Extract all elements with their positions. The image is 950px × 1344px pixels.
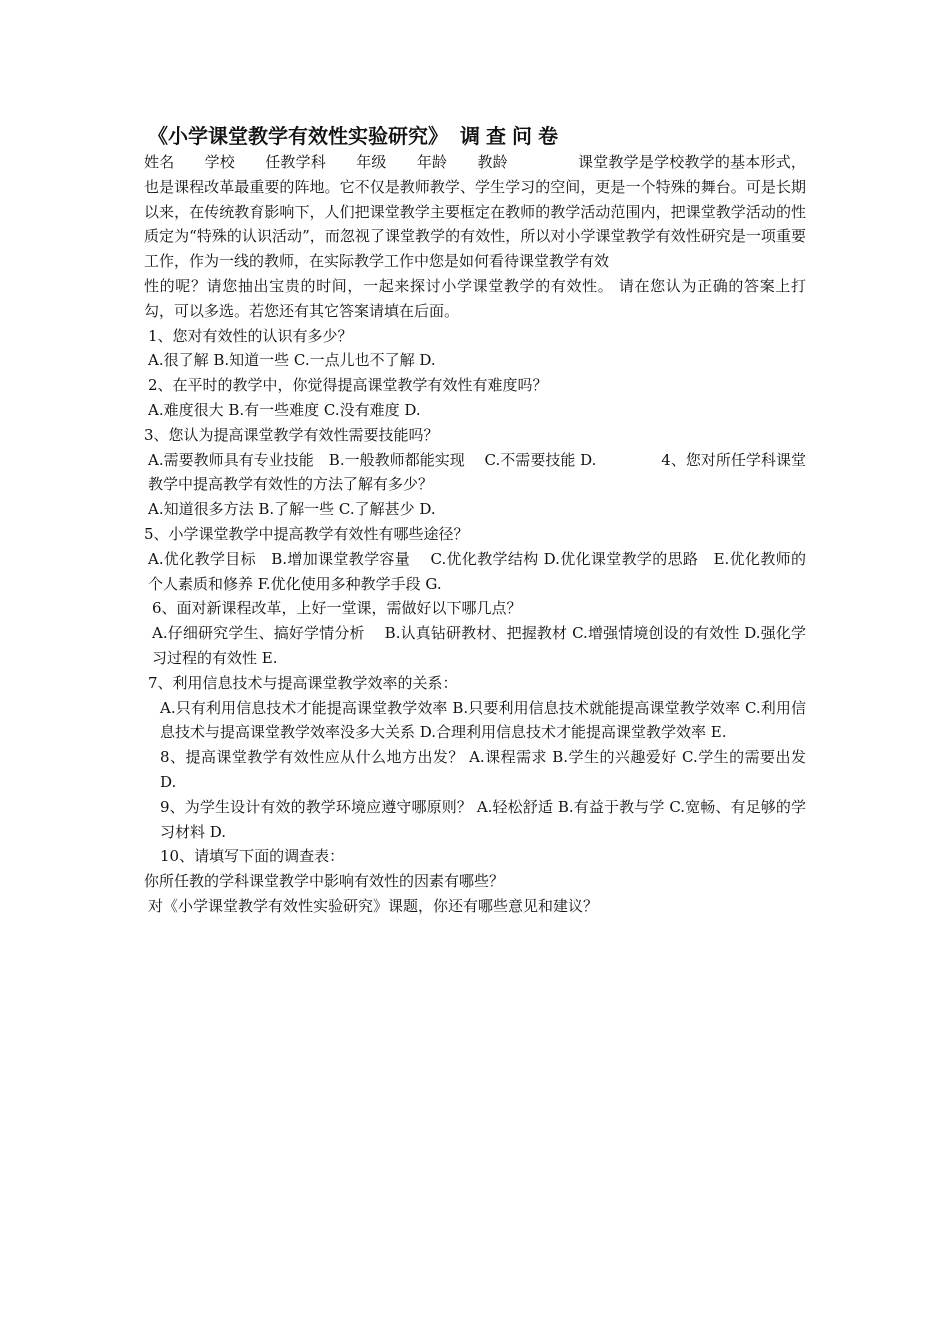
page-title bbox=[148, 122, 806, 150]
fields-and-intro bbox=[144, 150, 806, 274]
field-grade: 年级 bbox=[356, 153, 387, 171]
question-1-options: A.很了解 B.知道一些 C.一点儿也不了解 D. bbox=[148, 351, 436, 370]
field-school: 学校 bbox=[204, 153, 236, 171]
question-6: 6、面对新课程改革，上好一堂课，需做好以下哪几点？ bbox=[152, 599, 522, 618]
intro-text-part1: 课堂教学是学校教学的基本形式，也是课程改革最重要的阵地。它不仅是教师教学、学生学习的空间，更是一个特殊的舞台。可是长期以来，在传统教育影响下，人们把课堂教学主要框定在教师的教学活动范围内，把课堂教学活动的性质定为“特殊的认识活动”，而忽视了课堂教学的有效性，所以对小学课堂教学有效性研究是一项重要工作，作为一线的教师，在实际教学工作中您是如何看待课堂教学有效 bbox=[144, 153, 806, 271]
question-9: 9、为学生设计有效的教学环境应遵守哪原则？ A.轻松舒适 B.有益于教与学 C.宽畅、有足够的学习材料 D. bbox=[160, 797, 806, 841]
field-name: 姓名 bbox=[144, 153, 175, 171]
question-10-item-a: 你所任教的学科课堂教学中影响有效性的因素有哪些？ bbox=[144, 872, 505, 891]
question-6-options: A.仔细研究学生、搞好学情分析 B.认真钻研教材、把握教材 C.增强情境创设的有效性 D.强化学习过程的有效性 E. bbox=[152, 624, 806, 667]
title-main: 《小学课堂教学有效性实验研究》 bbox=[148, 124, 448, 148]
question-5-options: A.优化教学目标 B.增加课堂教学容量 C.优化教学结构 D.优化课堂教学的思路 E.优化教师的个人素质和修养 F.优化使用多种教学手段 G. bbox=[148, 549, 806, 593]
question-10-item-b: 对《小学课堂教学有效性实验研究》课题，你还有哪些意见和建议？ bbox=[148, 896, 599, 915]
question-3: 3、您认为提高课堂教学有效性需要技能吗？ bbox=[144, 425, 439, 444]
question-2-options: A.难度很大 B.有一些难度 C.没有难度 D. bbox=[148, 400, 421, 419]
question-4-options: A.知道很多方法 B.了解一些 C.了解甚少 D. bbox=[148, 500, 436, 519]
question-10: 10、请填写下面的调查表： bbox=[160, 847, 345, 866]
field-teaching-years: 教龄 bbox=[477, 153, 508, 171]
question-5: 5、小学课堂教学中提高教学有效性有哪些途径？ bbox=[144, 524, 469, 543]
field-age: 年龄 bbox=[416, 153, 448, 171]
questionnaire-body bbox=[144, 122, 806, 919]
question-7: 7、利用信息技术与提高课堂教学效率的关系： bbox=[148, 673, 458, 692]
title-suffix: 调查问卷 bbox=[460, 124, 564, 148]
question-2: 2、在平时的教学中，你觉得提高课堂教学有效性有难度吗？ bbox=[148, 376, 548, 395]
question-1: 1、您对有效性的认识有多少？ bbox=[148, 326, 353, 345]
question-3-options-and-question-4: A.需要教师具有专业技能 B.一般教师都能实现 C.不需要技能 D. 4、您对所任学科课堂教学中提高教学有效性的方法了解有多少？ bbox=[148, 450, 806, 494]
question-8: 8、提高课堂教学有效性应从什么地方出发？ A.课程需求 B.学生的兴趣爱好 C.学生的需要出发 D. bbox=[160, 748, 806, 791]
field-subject: 任教学科 bbox=[265, 153, 327, 171]
intro-text-part2: 性的呢？请您抽出宝贵的时间，一起来探讨小学课堂教学的有效性。 请在您认为正确的答案上打勾，可以多选。若您还有其它答案请填在后面。 bbox=[144, 276, 806, 320]
question-7-options: A.只有利用信息技术才能提高课堂教学效率 B.只要利用信息技术就能提高课堂教学效率 C.利用信息技术与提高课堂教学效率没多大关系 D.合理利用信息技术才能提高课堂教学效率 E. bbox=[160, 698, 806, 742]
